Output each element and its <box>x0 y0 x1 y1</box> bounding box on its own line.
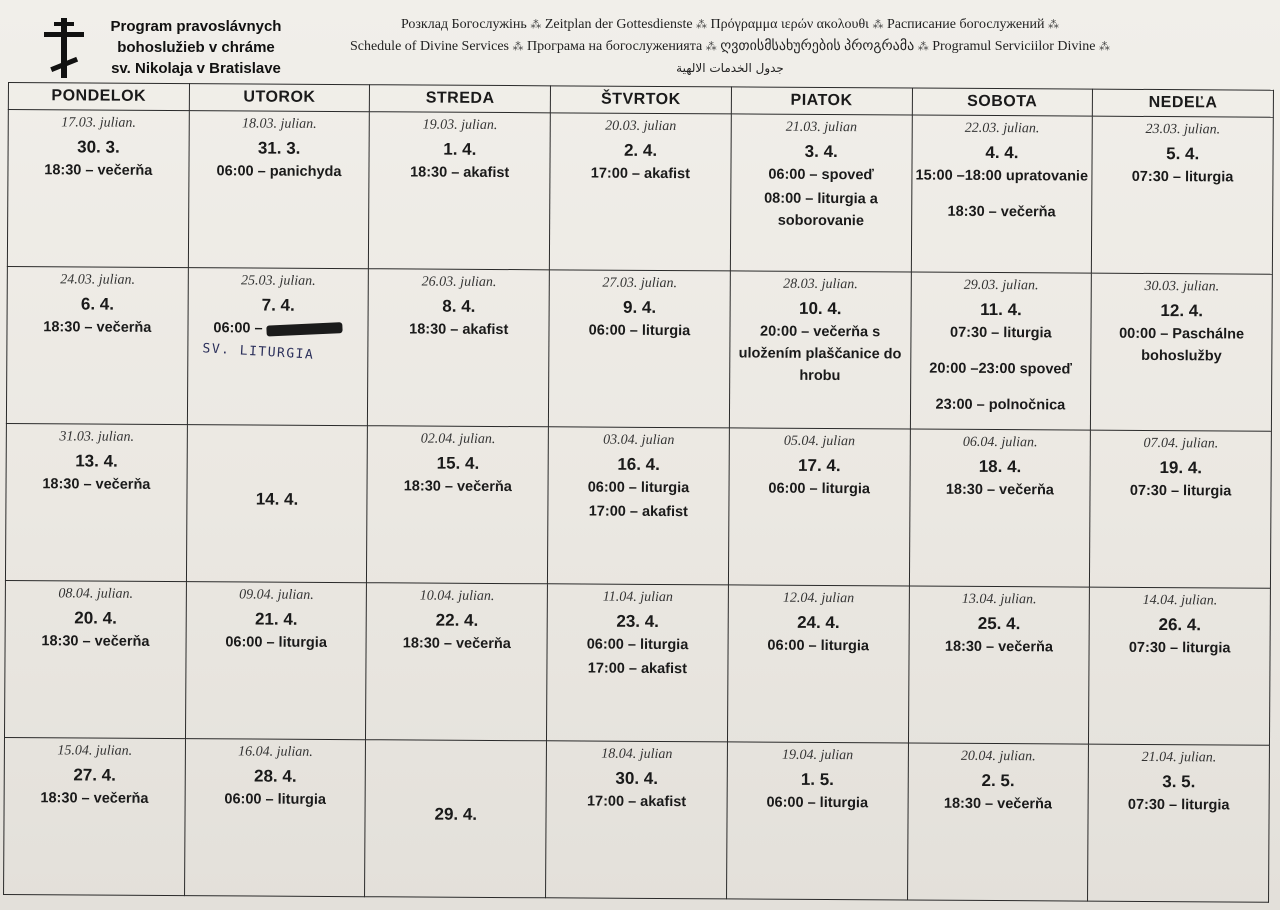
service-event: 07:30 – liturgia <box>1129 482 1232 500</box>
julian-date: 11.04. julian <box>602 589 673 606</box>
julian-date: 08.04. julian. <box>58 586 134 602</box>
day-cell <box>548 427 730 585</box>
civil-date: 24. 4. <box>797 612 840 633</box>
civil-date: 7. 4. <box>261 295 295 315</box>
title-greek: Πρόγραμμα ιερών ακολουθι <box>710 17 869 32</box>
orthodox-cross-icon <box>40 16 88 80</box>
separator-icon: ⁂ <box>696 19 708 31</box>
julian-date: 10.04. julian. <box>419 588 495 604</box>
handwritten-note: SV. LITURGIA <box>201 341 315 363</box>
church-name-line: sv. Nikolaja v Bratislave <box>111 60 281 77</box>
service-event: 17:00 – akafist <box>588 503 688 521</box>
julian-date: 21.03. julian <box>785 119 858 136</box>
service-event: 18:30 – večerňa <box>41 633 150 650</box>
civil-date: 4. 4. <box>985 142 1019 163</box>
service-event: 06:00 – liturgia <box>767 637 870 655</box>
multilingual-title <box>300 14 1160 79</box>
service-event: 06:00 – liturgia <box>586 636 689 654</box>
title-ukrainian: Розклад Богослужінь <box>400 17 527 32</box>
julian-date: 19.03. julian. <box>422 117 498 133</box>
day-cell <box>7 110 189 268</box>
day-cell <box>730 114 912 272</box>
julian-date: 15.04. julian. <box>57 743 133 759</box>
week-row <box>7 110 1273 275</box>
civil-date: 29. 4. <box>434 804 478 824</box>
day-cell <box>4 580 186 738</box>
day-header: STREDA <box>370 85 551 113</box>
civil-date: 3. 4. <box>804 141 838 162</box>
julian-date: 02.04. julian. <box>420 431 496 447</box>
civil-date: 26. 4. <box>1158 615 1202 635</box>
title-georgian: ღვთისმსახურების პროგრამა <box>720 39 915 54</box>
day-header: PONDELOK <box>8 83 189 111</box>
civil-date: 30. 3. <box>77 137 120 157</box>
service-event <box>188 317 368 340</box>
service-event: 18:30 – večerňa <box>947 203 1056 221</box>
day-cell <box>184 739 366 897</box>
service-event: 06:00 – liturgia <box>768 480 871 498</box>
separator-icon: ⁂ <box>1048 19 1060 31</box>
separator-icon: ⁂ <box>705 41 717 53</box>
day-cell <box>5 423 187 581</box>
service-event: 18:30 – večerňa <box>943 795 1053 813</box>
day-cell <box>907 743 1089 901</box>
julian-date: 14.04. julian. <box>1142 592 1218 609</box>
julian-date: 26.03. julian. <box>421 274 497 290</box>
civil-date: 21. 4. <box>254 609 298 629</box>
title-russian: Расписание богослужений <box>886 17 1045 32</box>
service-event: 15:00 –18:00 upratovanie <box>915 167 1089 185</box>
civil-date: 10. 4. <box>798 298 842 319</box>
day-cell <box>729 271 911 429</box>
civil-date: 1. 4. <box>443 139 477 159</box>
civil-date: 9. 4. <box>622 297 657 317</box>
service-event: 07:30 – liturgia <box>1128 639 1231 657</box>
julian-date: 27.03. julian. <box>602 275 678 292</box>
civil-date: 2. 4. <box>623 140 658 160</box>
day-header: PIATOK <box>731 87 912 115</box>
julian-date: 18.03. julian. <box>241 116 317 132</box>
day-cell <box>186 425 368 583</box>
crossed-out-text <box>266 322 342 337</box>
week-row <box>4 737 1270 902</box>
civil-date: 20. 4. <box>74 608 117 628</box>
service-event: 07:30 – liturgia <box>950 324 1052 342</box>
day-cell <box>726 742 908 900</box>
church-name-line: bohoslužieb v chráme <box>117 39 275 56</box>
title-arabic: جدول الخدمات الالهية <box>676 61 784 75</box>
service-event: 06:00 – liturgia <box>587 479 690 497</box>
separator-icon: ⁂ <box>917 41 929 53</box>
service-event: 18:30 – večerňa <box>944 638 1053 656</box>
day-cell <box>1088 744 1270 902</box>
julian-date: 30.03. julian. <box>1144 278 1220 295</box>
civil-date: 18. 4. <box>978 456 1022 477</box>
civil-date: 30. 4. <box>615 768 659 788</box>
separator-icon: ⁂ <box>512 41 524 53</box>
service-event: 06:00 – liturgia <box>225 634 327 651</box>
day-header: UTOROK <box>189 84 370 112</box>
julian-date: 03.04. julian <box>603 432 675 449</box>
civil-date: 8. 4. <box>442 296 476 316</box>
day-cell <box>369 112 551 270</box>
civil-date: 14. 4. <box>255 489 299 509</box>
service-event: 23:00 – polnočnica <box>935 396 1066 414</box>
service-event: 18:30 – večerňa <box>44 162 153 179</box>
julian-date: 28.03. julian. <box>783 276 858 293</box>
day-cell <box>1090 430 1272 588</box>
week-row <box>5 423 1271 588</box>
julian-date: 05.04. julian <box>783 433 856 450</box>
julian-date: 31.03. julian. <box>59 429 135 445</box>
civil-date: 19. 4. <box>1159 458 1203 478</box>
day-cell <box>368 269 550 427</box>
julian-date: 22.03. julian. <box>964 120 1040 137</box>
day-cell <box>909 429 1091 587</box>
civil-date: 23. 4. <box>616 611 660 631</box>
julian-date: 20.04. julian. <box>960 748 1036 765</box>
separator-icon: ⁂ <box>872 19 884 31</box>
day-header: SOBOTA <box>912 88 1093 116</box>
service-event: 18:30 – večerňa <box>42 476 151 493</box>
week-row <box>4 580 1270 745</box>
civil-date: 3. 5. <box>1162 772 1196 792</box>
julian-date: 17.03. julian. <box>61 115 136 131</box>
title-bulgarian: Програма на богослуженията <box>526 39 703 54</box>
civil-date: 2. 5. <box>981 770 1015 791</box>
julian-date: 16.04. julian. <box>238 744 313 760</box>
service-event: 18:30 – akafist <box>409 321 509 339</box>
service-event: 17:00 – akafist <box>586 793 687 811</box>
day-cell <box>185 582 367 740</box>
civil-date: 12. 4. <box>1160 301 1204 321</box>
day-header: NEDEĽA <box>1093 89 1274 117</box>
service-event: 07:30 – liturgia <box>1131 168 1234 186</box>
day-cell <box>911 115 1093 273</box>
julian-date: 07.04. julian. <box>1143 435 1219 452</box>
day-header: ŠTVRTOK <box>550 86 731 114</box>
day-cell <box>549 113 731 271</box>
julian-date: 20.03. julian <box>605 118 677 135</box>
service-event: 06:00 – liturgia <box>224 791 326 808</box>
civil-date: 17. 4. <box>798 455 841 476</box>
day-cell <box>549 270 731 428</box>
day-cell <box>1091 273 1273 431</box>
day-cell <box>728 428 910 586</box>
civil-date: 6. 4. <box>80 294 115 314</box>
civil-date: 1. 5. <box>800 769 835 790</box>
separator-icon: ⁂ <box>1099 41 1111 53</box>
day-cell <box>365 740 547 898</box>
service-event: 06:00 – liturgia <box>766 794 869 812</box>
service-event: 07:30 – liturgia <box>1127 796 1230 814</box>
julian-date: 18.04. julian <box>601 746 673 763</box>
civil-date: 27. 4. <box>73 765 116 785</box>
civil-date: 13. 4. <box>75 451 118 471</box>
day-cell <box>908 586 1090 744</box>
day-cell <box>4 737 186 895</box>
day-cell <box>727 585 909 743</box>
julian-date: 19.04. julian <box>781 747 854 764</box>
service-event: 20:00 –23:00 spoveď <box>929 360 1072 378</box>
service-event: 17:00 – akafist <box>587 660 688 678</box>
service-event: 17:00 – akafist <box>590 165 691 183</box>
civil-date: 22. 4. <box>435 610 479 630</box>
civil-date: 28. 4. <box>253 766 297 786</box>
service-event: 18:30 – večerňa <box>40 790 149 807</box>
day-cell <box>1089 587 1271 745</box>
service-event: 18:30 – večerňa <box>403 478 512 496</box>
julian-date: 09.04. julian. <box>239 587 314 603</box>
day-cell <box>367 426 549 584</box>
julian-date: 06.04. julian. <box>962 434 1038 451</box>
service-event: 06:00 – liturgia <box>588 322 691 340</box>
day-cell <box>546 741 728 899</box>
service-event: 20:00 – večerňa s uložením plaščanice do hrobu <box>738 323 902 385</box>
service-event: 06:00 – panichyda <box>216 163 342 181</box>
service-event: 18:30 – akafist <box>410 164 510 182</box>
julian-date: 25.03. julian. <box>240 273 316 289</box>
week-row <box>6 266 1272 431</box>
day-cell <box>366 583 548 741</box>
julian-date: 24.03. julian. <box>60 272 136 288</box>
service-event: 00:00 – Paschálne bohoslužby <box>1119 325 1245 365</box>
service-event: 18:30 – večerňa <box>945 481 1054 499</box>
day-cell <box>188 111 370 269</box>
julian-date: 13.04. julian. <box>961 591 1037 608</box>
day-cell <box>910 272 1092 430</box>
service-time: 06:00 – <box>213 320 263 337</box>
separator-icon: ⁂ <box>530 19 542 31</box>
day-cell <box>547 584 729 742</box>
day-cell <box>187 268 369 426</box>
day-cell <box>6 266 188 424</box>
title-romanian: Programul Serviciilor Divine <box>932 39 1096 54</box>
civil-date: 31. 3. <box>257 138 301 158</box>
julian-date: 23.03. julian. <box>1145 121 1221 138</box>
service-event: 18:30 – večerňa <box>43 319 152 336</box>
day-cell <box>1092 116 1274 274</box>
service-event: 18:30 – večerňa <box>402 635 511 653</box>
church-name-line: Program pravoslávnych <box>110 18 282 35</box>
civil-date: 25. 4. <box>977 613 1021 634</box>
schedule-table <box>3 82 1274 903</box>
church-name <box>96 16 296 79</box>
julian-date: 21.04. julian. <box>1141 749 1217 766</box>
civil-date: 15. 4. <box>436 453 480 473</box>
service-event: 08:00 – liturgia a soborovanie <box>764 190 878 230</box>
julian-date: 12.04. julian <box>782 590 855 607</box>
title-german: Zeitplan der Gottesdienste <box>544 17 693 32</box>
civil-date: 16. 4. <box>617 454 660 474</box>
service-event: 06:00 – spoveď <box>768 166 874 184</box>
civil-date: 5. 4. <box>1166 144 1200 164</box>
civil-date: 11. 4. <box>980 299 1022 320</box>
julian-date: 29.03. julian. <box>963 277 1039 294</box>
title-english: Schedule of Divine Services <box>349 39 509 54</box>
